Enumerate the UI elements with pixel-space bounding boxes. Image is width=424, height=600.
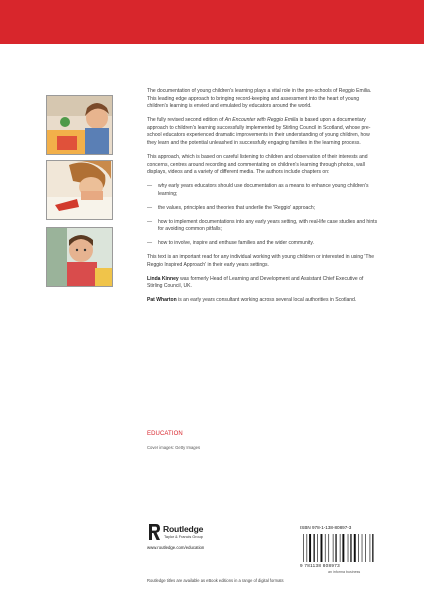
paragraph-approach: This approach, which is based on careful listening to children and observation of their interests and concerns, centres around recording and commentating on children's learning through photos, wall displays, videos and a variety of different media. The authors include chapters on: <box>147 153 368 176</box>
author-bio-text: is an early years consultant working across several local authorities in Scotland. <box>176 297 357 304</box>
publisher-website[interactable]: www.routledge.com/education <box>147 545 205 550</box>
bullet-text: how to implement documentations into any early years setting, with real-life case studies and hints for avoiding common pitfalls; <box>158 218 378 233</box>
book-title: An Encounter with Reggio Emilia <box>224 117 299 124</box>
bullet-item <box>147 205 379 213</box>
photo-child-painting <box>46 95 113 155</box>
bullet-text: how to involve, inspire and enthuse families and the wider community. <box>158 240 314 247</box>
barcode-graphic <box>300 533 378 563</box>
author-bio-text: was formerly Head of Learning and Development and Assistant Chief Executive of Stirling Council, UK. <box>147 275 364 290</box>
paragraph-audience: This text is an important read for any individual working with young children or interested in using 'The Reggio Inspired Approach' in their early years settings. <box>147 254 375 268</box>
bullet-item <box>147 183 379 198</box>
publisher-name: Routledge <box>163 524 204 534</box>
blurb-body <box>147 88 379 311</box>
subject-category: EDUCATION <box>147 431 183 437</box>
photo-child-drawing <box>46 160 113 220</box>
author-bio <box>147 276 379 291</box>
author-name: Linda Kinney <box>147 275 179 282</box>
isbn-label: ISBN 978-1-138-80897-3 <box>300 525 352 530</box>
author-name: Pat Wharton <box>147 297 177 304</box>
bullet-text: why early years educators should use documentation as a means to enhance young children's learning; <box>158 183 369 197</box>
informa-business-note: an informa business <box>328 570 361 574</box>
top-red-band <box>0 0 424 44</box>
bullet-item <box>147 219 379 234</box>
paragraph-edition-rest: is based upon a documentary approach to children's learning successfully implemented by Stirling Council in Scotland, whose pre-school educators experienced dramatic improvements in their understanding of young children, how they learn and the potential unleashed in successfully engaging families in the learning process. <box>147 117 371 146</box>
bullet-dash: — <box>147 240 153 247</box>
publisher-group: Taylor & Francis Group <box>164 535 203 539</box>
photo-child-portrait <box>46 227 113 287</box>
cover-credit: Cover images: Getty Images <box>147 445 201 450</box>
barcode-digits: 9 781138 808973 <box>300 563 340 568</box>
author-bio <box>147 297 379 305</box>
ebook-note: Routledge titles are available as eBook editions in a range of digital formats <box>147 578 284 583</box>
bullet-dash: — <box>147 183 153 190</box>
paragraph-intro: The documentation of young children's learning plays a vital role in the pre-schools of Reggio Emilia. This leading edge approach to bringing record-keeping and assessment into the heart of young children's learning is envied and emulated by educators around the world. <box>147 88 372 110</box>
paragraph-edition-lead: The fully revised second edition of <box>147 117 225 124</box>
bullet-dash: — <box>147 218 153 225</box>
bullet-item <box>147 240 379 248</box>
routledge-logo-icon <box>147 523 161 541</box>
paragraph-edition <box>147 117 379 147</box>
bullet-dash: — <box>147 204 153 211</box>
bullet-text: the values, principles and theories that underlie the 'Reggio' approach; <box>158 204 316 211</box>
barcode <box>300 533 378 563</box>
